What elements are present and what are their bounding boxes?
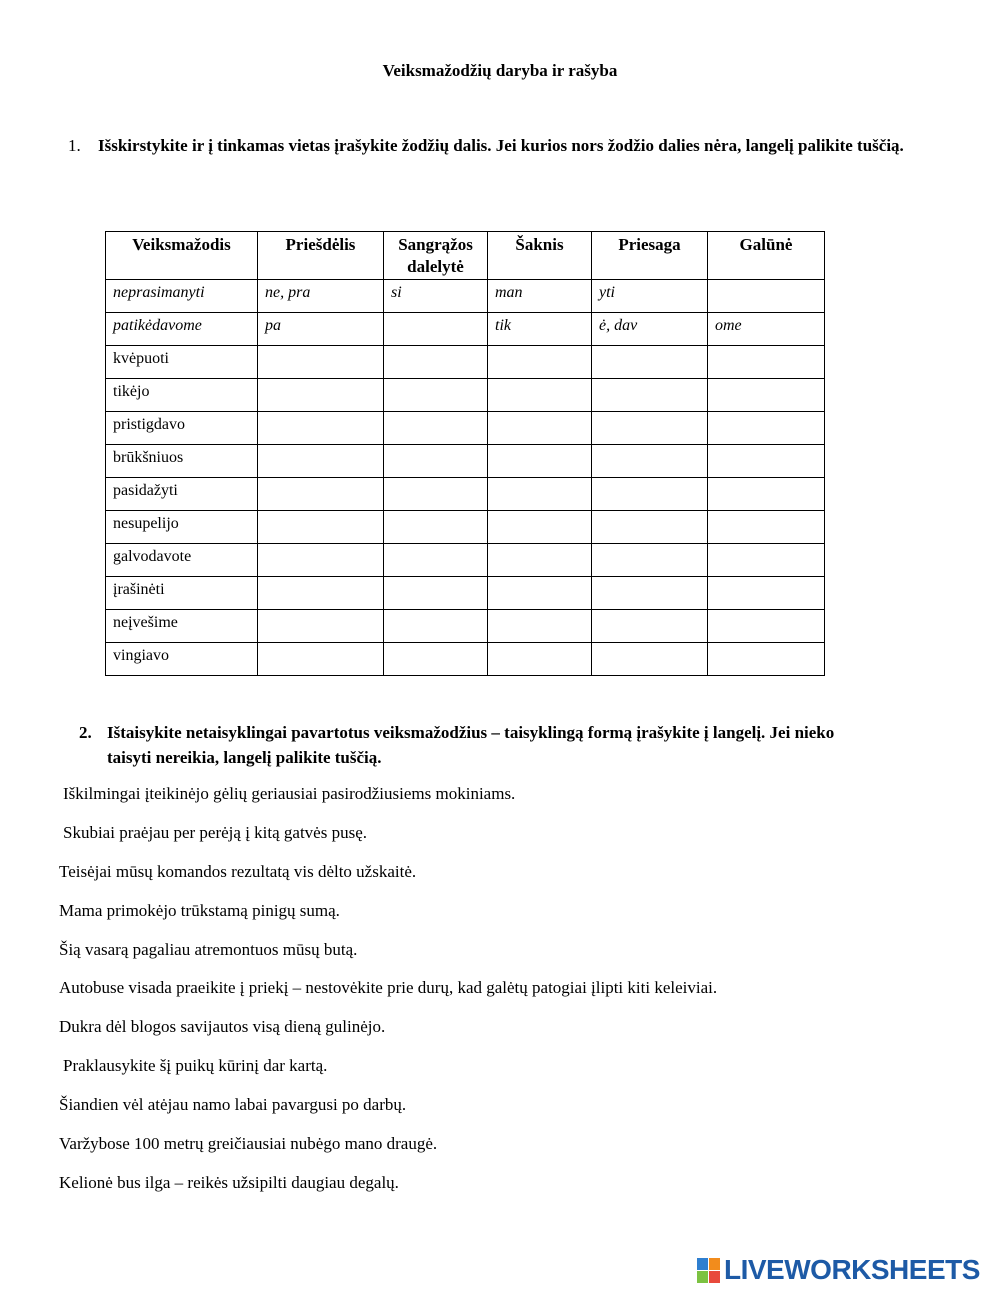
table-row <box>106 313 825 346</box>
table-row <box>106 379 825 412</box>
answer-cell[interactable] <box>384 445 488 478</box>
sentence: Iškilmingai įteikinėjo gėlių geriausiai pasirodžiusiems mokiniams. <box>63 784 516 803</box>
answer-cell[interactable]: si <box>384 280 488 313</box>
table-row <box>106 445 825 478</box>
header-suffix: Priesaga <box>592 232 708 280</box>
answer-cell[interactable] <box>592 544 708 577</box>
answer-cell[interactable] <box>384 412 488 445</box>
header-verb: Veiksmažodis <box>106 232 258 280</box>
table-row <box>106 544 825 577</box>
answer-cell[interactable] <box>592 610 708 643</box>
verb-cell: įrašinėti <box>106 577 258 610</box>
verb-cell: pristigdavo <box>106 412 258 445</box>
answer-cell[interactable] <box>258 412 384 445</box>
header-ending: Galūnė <box>708 232 825 280</box>
sentence: Autobuse visada praeikite į priekį – nestovėkite prie durų, kad galėtų patogiai įlipti kiti keleiviai. <box>59 978 718 997</box>
answer-cell[interactable]: yti <box>592 280 708 313</box>
answer-cell[interactable] <box>488 610 592 643</box>
verb-cell: neprasimanyti <box>106 280 258 313</box>
task-2-number: 2. <box>79 723 92 742</box>
answer-cell[interactable]: tik <box>488 313 592 346</box>
table-header-row <box>106 232 825 280</box>
answer-cell[interactable] <box>258 445 384 478</box>
task-1-text: Išskirstykite ir į tinkamas vietas įrašykite žodžių dalis. Jei kurios nors žodžio dalies nėra, langelį palikite tuščią. <box>98 136 904 155</box>
logo-text: LIVEWORKSHEETS <box>724 1254 980 1285</box>
answer-cell[interactable] <box>384 478 488 511</box>
sentence: Skubiai praėjau per perėją į kitą gatvės pusę. <box>63 823 367 842</box>
answer-cell[interactable] <box>488 346 592 379</box>
verb-cell: tikėjo <box>106 379 258 412</box>
table-row <box>106 412 825 445</box>
answer-cell[interactable] <box>258 478 384 511</box>
word-parts-table <box>105 231 825 676</box>
verb-cell: pasidažyti <box>106 478 258 511</box>
verb-cell: kvėpuoti <box>106 346 258 379</box>
answer-cell[interactable] <box>488 511 592 544</box>
answer-cell[interactable] <box>708 445 825 478</box>
answer-cell[interactable] <box>384 544 488 577</box>
answer-cell[interactable] <box>708 412 825 445</box>
answer-cell[interactable] <box>592 445 708 478</box>
answer-cell[interactable] <box>384 313 488 346</box>
sentence: Kelionė bus ilga – reikės užsipilti daugiau degalų. <box>59 1173 399 1192</box>
answer-cell[interactable] <box>708 544 825 577</box>
answer-cell[interactable] <box>258 577 384 610</box>
task-2-instruction <box>79 720 959 770</box>
answer-cell[interactable] <box>384 610 488 643</box>
answer-cell[interactable] <box>384 379 488 412</box>
answer-cell[interactable]: man <box>488 280 592 313</box>
answer-cell[interactable] <box>592 346 708 379</box>
verb-cell: galvodavote <box>106 544 258 577</box>
logo-cube-icon <box>697 1258 720 1283</box>
answer-cell[interactable] <box>488 478 592 511</box>
answer-cell[interactable] <box>258 346 384 379</box>
answer-cell[interactable] <box>258 511 384 544</box>
verb-cell: patikėdavome <box>106 313 258 346</box>
table-row <box>106 577 825 610</box>
verb-cell: neįvešime <box>106 610 258 643</box>
answer-cell[interactable] <box>708 610 825 643</box>
sentence: Dukra dėl blogos savijautos visą dieną gulinėjo. <box>59 1017 386 1036</box>
task-2-text-line-1: Ištaisykite netaisyklingai pavartotus veiksmažodžius – taisyklingą formą įrašykite į langelį. Jei nieko <box>107 723 835 742</box>
answer-cell[interactable] <box>384 643 488 676</box>
answer-cell[interactable] <box>488 643 592 676</box>
answer-cell[interactable] <box>488 412 592 445</box>
table-row <box>106 511 825 544</box>
answer-cell[interactable] <box>488 445 592 478</box>
answer-cell[interactable] <box>708 511 825 544</box>
answer-cell[interactable] <box>708 577 825 610</box>
answer-cell[interactable] <box>708 643 825 676</box>
answer-cell[interactable] <box>488 544 592 577</box>
answer-cell[interactable] <box>592 643 708 676</box>
answer-cell[interactable] <box>708 280 825 313</box>
answer-cell[interactable] <box>488 379 592 412</box>
answer-cell[interactable] <box>258 544 384 577</box>
header-reflexive-particle: Sangrąžos dalelytė <box>384 232 488 280</box>
answer-cell[interactable] <box>708 478 825 511</box>
sentence: Praklausykite šį puikų kūrinį dar kartą. <box>63 1056 328 1075</box>
answer-cell[interactable] <box>708 379 825 412</box>
answer-cell[interactable] <box>258 643 384 676</box>
answer-cell[interactable] <box>592 478 708 511</box>
liveworksheets-logo <box>697 1256 980 1284</box>
sentence: Šiandien vėl atėjau namo labai pavargusi po darbų. <box>59 1095 407 1114</box>
answer-cell[interactable] <box>592 379 708 412</box>
verb-cell: brūkšniuos <box>106 445 258 478</box>
answer-cell[interactable] <box>592 577 708 610</box>
verb-cell: nesupelijo <box>106 511 258 544</box>
answer-cell[interactable] <box>258 610 384 643</box>
table-row <box>106 643 825 676</box>
table-row <box>106 280 825 313</box>
header-root: Šaknis <box>488 232 592 280</box>
answer-cell[interactable] <box>384 346 488 379</box>
answer-cell[interactable] <box>384 511 488 544</box>
sentence: Varžybose 100 metrų greičiausiai nubėgo mano draugė. <box>59 1134 438 1153</box>
table-row <box>106 478 825 511</box>
table-row <box>106 610 825 643</box>
answer-cell[interactable] <box>708 346 825 379</box>
answer-cell[interactable] <box>592 511 708 544</box>
table-row <box>106 346 825 379</box>
answer-cell[interactable]: ne, pra <box>258 280 384 313</box>
table-body <box>106 280 825 676</box>
page-title: Veiksmažodžių daryba ir rašyba <box>382 61 618 80</box>
answer-cell[interactable] <box>258 379 384 412</box>
answer-cell[interactable]: pa <box>258 313 384 346</box>
sentence: Mama primokėjo trūkstamą pinigų sumą. <box>59 901 340 920</box>
task-1-number: 1. <box>68 136 81 155</box>
answer-cell[interactable] <box>384 577 488 610</box>
sentence: Teisėjai mūsų komandos rezultatą vis dėlto užskaitė. <box>59 862 417 881</box>
verb-cell: vingiavo <box>106 643 258 676</box>
answer-cell[interactable] <box>592 412 708 445</box>
answer-cell[interactable] <box>488 577 592 610</box>
task-2-text-line-2: taisyti nereikia, langelį palikite tuščią. <box>107 748 382 767</box>
task-1-instruction <box>68 133 948 158</box>
answer-cell[interactable]: ė, dav <box>592 313 708 346</box>
sentence: Šią vasarą pagaliau atremontuos mūsų butą. <box>59 940 358 959</box>
answer-cell[interactable]: ome <box>708 313 825 346</box>
header-prefix: Priešdėlis <box>258 232 384 280</box>
